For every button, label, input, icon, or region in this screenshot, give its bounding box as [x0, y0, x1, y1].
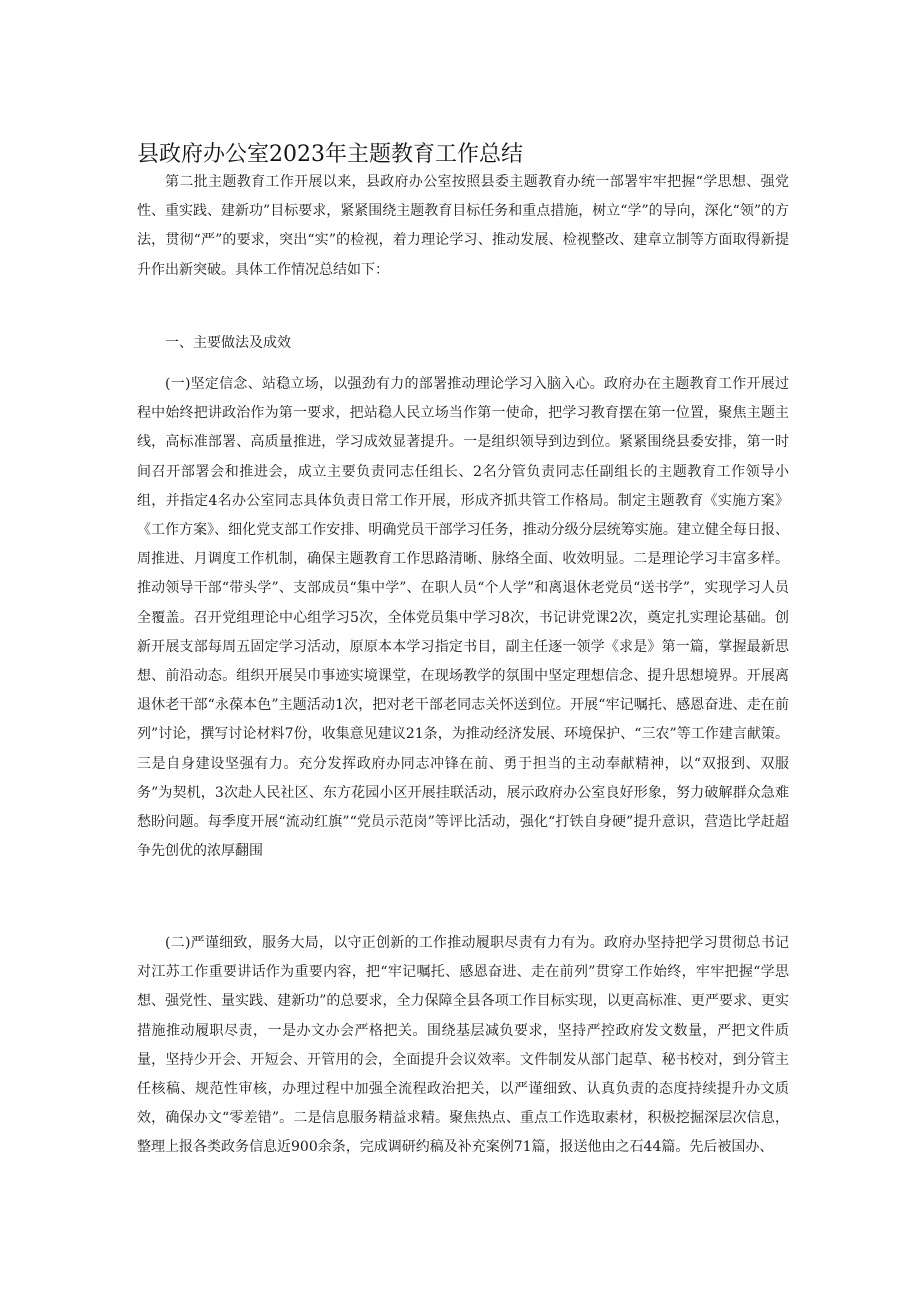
document-title: 县政府办公室2023年主题教育工作总结: [137, 142, 523, 167]
intro-paragraph: 第二批主题教育工作开展以来，县政府办公室按照县委主题教育办统一部署牢牢把握“学思想、强党性、重实践、建新功”目标要求，紧紧围绕主题教育目标任务和重点措施，树立“学”的导向，深化“领”的方法，贯彻“严”的要求，突出“实”的检视，着力理论学习、推动发展、检视整改、建章立制等方面取得新提升作出新突破。具体工作情况总结如下：: [137, 174, 789, 278]
paragraph-2-block: [137, 929, 789, 1163]
section-heading-block: [137, 329, 789, 358]
intro-block: [137, 168, 789, 285]
paragraph-2: (二)严谨细致，服务大局，以守正创新的工作推动履职尽责有力有为。政府办坚持把学习贯彻总书记对江苏工作重要讲话作为重要内容，把“牢记嘱托、感恩奋进、走在前列”贯穿工作始终，牢牢把握“学思想、强党性、量实践、建新功”的总要求，全力保障全县各项工作目标实现，以更高标准、更严要求、更实措施推动履职尽责，一是办文办会严格把关。围绕基层减负要求，坚持严控政府发文数量，严把文件质量，坚持少开会、开短会、开管用的会，全面提升会议效率。文件制发从部门起草、秘书校对，到分管主任核稿、规范性审核，办理过程中加强全流程政治把关，以严谨细致、认真负责的态度持续提升办文质效，确保办文“零差错”。二是信息服务精益求精。聚焦热点、重点工作选取素材，积极挖掘深层次信息，整理上报各类政务信息近900余条，完成调研约稿及补充案例71篇，报送他由之石44篇。先后被国办、: [137, 935, 789, 1156]
paragraph-1: (一)坚定信念、站稳立场，以强劲有力的部署推动理论学习入脑入心。政府办在主题教育工作开展过程中始终把讲政治作为第一要求，把站稳人民立场当作第一使命，把学习教育摆在第一位置，聚焦主题主线，高标准部署、高质量推进，学习成效显著提升。一是组织领导到边到位。紧紧围绕县委安排，第一时间召开部署会和推进会，成立主要负责同志任组长、2名分管负责同志任副组长的主题教育工作领导小组，并指定4名办公室同志具体负责日常工作开展，形成齐抓共管工作格局。制定主题教育《实施方案》《工作方案》、细化党支部工作安排、明确党员干部学习任务，推动分级分层统筹实施。建立健全每日报、周推进、月调度工作机制，确保主题教育工作思路清晰、脉络全面、收效明显。二是理论学习丰富多样。推动领导干部“带头学”、支部成员“集中学”、在职人员“个人学”和离退休老党员“送书学”，实现学习人员全覆盖。召开党组理论中心组学习5次，全体党员集中学习8次，书记讲党课2次，奠定扎实理论基础。创新开展支部每周五固定学习活动，原原本本学习指定书目，副主任逐一领学《求是》第一篇，掌握最新思想、前沿动态。组织开展吴巾事迹实境课堂，在现场教学的氛围中坚定理想信念、提升思想境界。开展离退休老干部“永葆本色”主题活动1次，把对老干部老同志关怀送到位。开展“牢记嘱托、感恩奋进、走在前列”讨论，撰写讨论材料7份，收集意见建议21条，为推动经济发展、环境保护、“三农”等工作建言献策。三是自身建设坚强有力。充分发挥政府办同志冲锋在前、勇于担当的主动奉献精神，以“双报到、双服务”为契机，3次赴人民社区、东方花园小区开展挂联活动，展示政府办公室良好形象，努力破解群众急难愁盼问题。每季度开展“流动红旗”“党员示范岗”等评比活动，强化“打铁自身硬”提升意识，营造比学赶超争先创优的浓厚翻围: [137, 376, 789, 860]
section-1-heading: 一、主要做法及成效: [165, 335, 291, 351]
paragraph-1-block: [137, 370, 789, 866]
